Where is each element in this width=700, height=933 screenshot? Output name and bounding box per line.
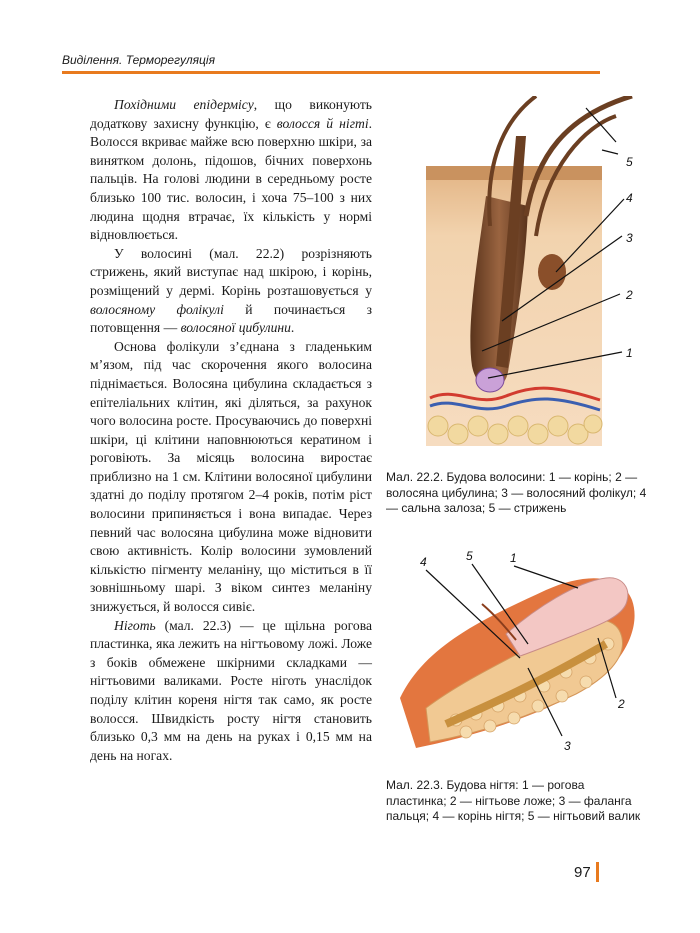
paragraph-3: Основа фолікули з’єднана з гладеньким м’язом, під час скорочення якого волосина піднімається. Волосяна цибулина складається з епітеліальних клітин, які діляться, за рахунок чого волосина росте. Просуваючись до поверхні шкіри, ці клітини наповнюються кератином і роговіють. За місяць волосина виростає приблизно на 1 см. Клітини волосяної цибулини здатні до поділу протягом 2–4 років, потім ріст волосини припиняється і вона випадає. Через певний час волосяна цибулина може відновити свою активність. Колір волосини зумовлений кількістю пігменту меланіну, що міститься в її зовнішньому шарі. З віком синтез меланіну знижується, й волосся сивіє. bbox=[90, 338, 372, 615]
paragraph-4-text: (мал. 22.3) — це щільна рогова пластинка, яка лежить на нігтьовому ложі. Ложе з боків обмежене шкірними складками — нігтьовими валиками. Росте ніготь унаслідок поділу клітин кореня нігтя так само, як росте волосся. Швидкість росту нігтя становить близько 0,3 мм на день на руках і 0,15 мм на день на ногах. bbox=[90, 617, 372, 763]
fig1-caption-title: Будова волосини: bbox=[443, 470, 549, 484]
fig1-caption-number: Мал. 22.2. bbox=[386, 470, 444, 484]
fig2-caption-items: 1 — рогова пластинка; 2 — нігтьове ложе; 3 — фаланга пальця; 4 — корінь нігтя; 5 — нігтьовий валик bbox=[386, 778, 641, 823]
fig1-label-5: 5 bbox=[626, 155, 633, 169]
paragraph-2-text-c: . bbox=[290, 320, 295, 336]
paragraph-1-text-b: . Волосся вкриває майже всю поверхню шкіри, за винятком долонь, підошов, бічних поверхонь пальців. На голові людини в середньому росте близько 100 тис. волосин, і хоча 75–100 з них людина щодня втрачає, їх кількість у нормі відновлюється. bbox=[90, 115, 372, 243]
header-rule bbox=[62, 71, 600, 74]
nail-structure-illustration bbox=[386, 548, 648, 768]
figure-caption-22-3 bbox=[386, 778, 648, 825]
fig2-label-4: 4 bbox=[420, 555, 427, 569]
running-header: Виділення. Терморегуляція bbox=[62, 53, 215, 67]
fig2-caption-number: Мал. 22.3. bbox=[386, 778, 444, 792]
fig1-label-2: 2 bbox=[626, 288, 633, 302]
term-bulb: волосяної цибулини bbox=[180, 320, 291, 336]
page-number: 97 bbox=[574, 864, 591, 881]
term-follicle: волосяному фолікулі bbox=[90, 301, 224, 317]
term-derivatives: Похідними епідермісу bbox=[114, 97, 254, 112]
paragraph-1 bbox=[90, 96, 372, 245]
term-hair-nails: волосся й нігті bbox=[276, 115, 369, 131]
fig2-label-1: 1 bbox=[510, 551, 517, 565]
fig2-label-5: 5 bbox=[466, 549, 473, 563]
fig2-caption-title: Будова нігтя: bbox=[443, 778, 522, 792]
paragraph-4 bbox=[90, 617, 372, 766]
fig2-label-2: 2 bbox=[618, 697, 625, 711]
term-nail: Ніготь bbox=[114, 617, 156, 633]
paragraph-2 bbox=[90, 245, 372, 338]
figure-caption-22-2 bbox=[386, 470, 648, 517]
fig1-label-1: 1 bbox=[626, 346, 633, 360]
fig1-label-4: 4 bbox=[626, 191, 633, 205]
paragraph-2-text-b: й починається з потовщення — bbox=[90, 301, 372, 336]
paragraph-2-text-a: У волосині (мал. 22.2) розрізняють стрижень, який виступає над шкірою, і корінь, розміщений у дермі. Корінь розташовується у bbox=[90, 245, 372, 298]
page-number-bar bbox=[596, 862, 599, 882]
fig1-caption-items: 1 — корінь; 2 — волосяна цибулина; 3 — волосяний фолікул; 4 — сальна залоза; 5 — стрижень bbox=[386, 470, 647, 515]
paragraph-1-text-a: , що виконують додаткову захисну функцію, є bbox=[90, 97, 372, 131]
hair-structure-illustration bbox=[386, 96, 648, 456]
fig2-label-3: 3 bbox=[564, 739, 571, 753]
body-text bbox=[90, 96, 372, 765]
fig1-label-3: 3 bbox=[626, 231, 633, 245]
